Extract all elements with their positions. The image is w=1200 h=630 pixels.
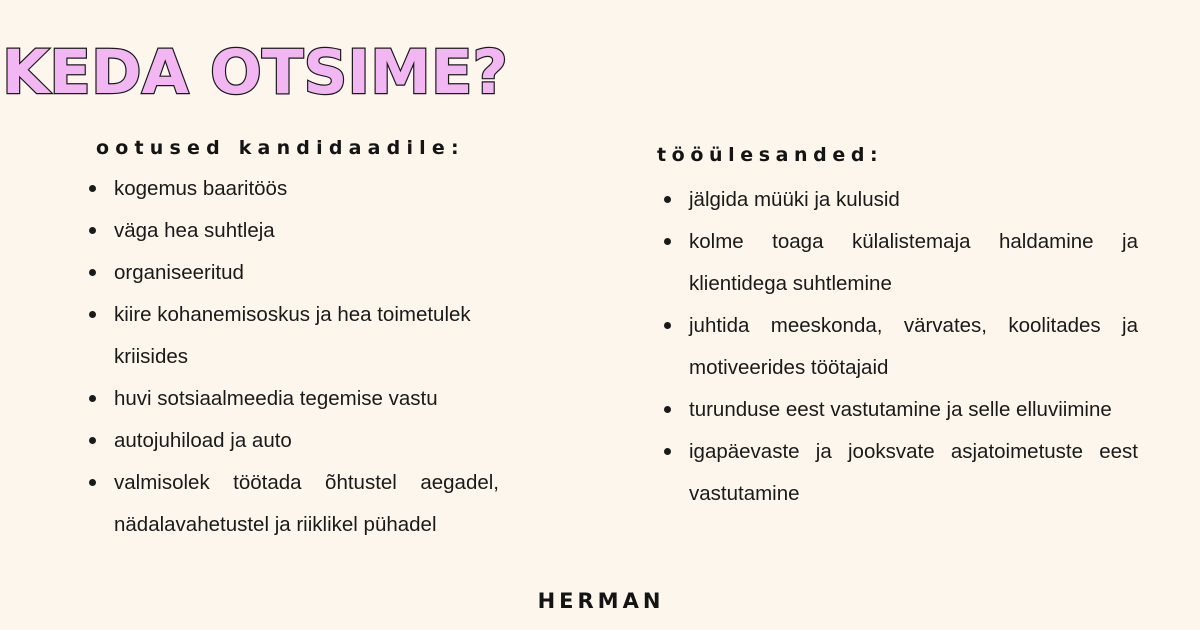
bullet-icon: [89, 311, 96, 318]
list-item: [664, 221, 1138, 305]
bullet-icon: [89, 437, 96, 444]
brand-logo-text: HERMAN: [537, 589, 665, 613]
list-item-text: organiseeritud: [114, 261, 244, 284]
list-item-text: kiire kohanemisoskus ja hea toimetulek kriisides: [114, 303, 471, 368]
list-item: [89, 462, 499, 546]
list-item-text: turunduse eest vastutamine ja selle elluviimine: [689, 398, 1112, 421]
bullet-icon: [664, 448, 671, 455]
list-item-text: kogemus baaritöös: [114, 177, 288, 200]
list-item: [664, 305, 1138, 389]
list-item-text: valmisolek töötada õhtustel aegadel, nädalavahetustel ja riiklikel pühadel: [114, 471, 499, 536]
bullet-icon: [664, 238, 671, 245]
list-item-text: autojuhiload ja auto: [114, 429, 292, 452]
bullet-icon: [89, 395, 96, 402]
page-title: KEDA OTSIME?: [2, 37, 508, 108]
tasks-list: [664, 179, 1138, 515]
list-item-text: kolme toaga külalistemaja haldamine ja klientidega suhtlemine: [689, 230, 1138, 295]
list-item: [664, 431, 1138, 515]
bullet-icon: [664, 196, 671, 203]
list-item: [89, 294, 499, 378]
list-item: [89, 252, 499, 294]
expectations-list: [89, 168, 499, 546]
list-item-text: jälgida müüki ja kulusid: [689, 188, 900, 211]
tasks-heading: tööülesanded:: [657, 144, 884, 166]
list-item: [664, 389, 1138, 431]
list-item: [89, 378, 499, 420]
list-item: [664, 179, 1138, 221]
bullet-icon: [89, 479, 96, 486]
bullet-icon: [664, 322, 671, 329]
list-item-text: igapäevaste ja jooksvate asjatoimetuste eest vastutamine: [689, 440, 1138, 505]
list-item-text: väga hea suhtleja: [114, 219, 275, 242]
expectations-heading: ootused kandidaadile:: [96, 137, 465, 159]
bullet-icon: [89, 269, 96, 276]
list-item-text: huvi sotsiaalmeedia tegemise vastu: [114, 387, 438, 410]
bullet-icon: [664, 406, 671, 413]
list-item: [89, 210, 499, 252]
bullet-icon: [89, 185, 96, 192]
bullet-icon: [89, 227, 96, 234]
list-item: [89, 420, 499, 462]
list-item-text: juhtida meeskonda, värvates, koolitades ja motiveerides töötajaid: [689, 314, 1138, 379]
list-item: [89, 168, 499, 210]
